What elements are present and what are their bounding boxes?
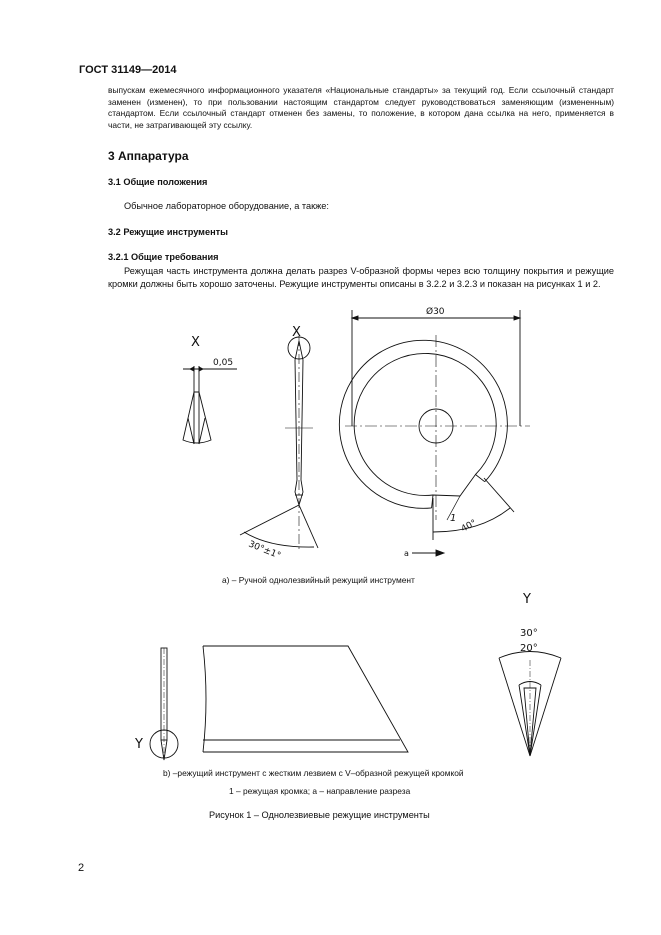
blade-side-view — [240, 336, 318, 550]
intro-paragraph: выпускам ежемесячного информационного указателя «Национальные стандарты» за текущий год. Если ссылочный стандарт заменен (изменен), то при пользовании настоящим стандартом следует руководствоваться заменяющим (измененным) стандартом. Если ссылочный стандарт отменен без замены, то положение, в котором дана ссылка на него, применяется в части, не затрагивающей эту ссылку. — [108, 85, 614, 130]
figure-title: Рисунок 1 – Однолезвиевые режущие инструменты — [209, 810, 430, 820]
circular-blade — [339, 310, 530, 556]
blade-rod — [150, 648, 178, 760]
label-x-middle: X — [292, 325, 301, 340]
label-angle-20: 20° — [520, 643, 538, 654]
label-angle-30-tol: 30°±1° — [246, 539, 282, 562]
figure-legend: 1 – режущая кромка; а – направление разреза — [229, 786, 411, 796]
label-callout-1: 1 — [450, 513, 457, 524]
caption-part-b: b) –режущий инструмент с жестким лезвием с V–образной режущей кромкой — [163, 768, 464, 778]
rigid-blade — [203, 646, 408, 752]
subsection-3-1-title: 3.1 Общие положения — [108, 177, 208, 187]
subsection-3-2-1-title: 3.2.1 Общие требования — [108, 252, 219, 262]
label-dimension-005: 0,05 — [213, 358, 234, 368]
label-angle-40: 40° — [459, 518, 479, 535]
figure-labels — [134, 306, 538, 752]
document-header: ГОСТ 31149—2014 — [79, 64, 177, 76]
detail-x-blade-tip — [183, 366, 237, 444]
v-edge-detail — [499, 652, 561, 757]
subsection-3-2-title: 3.2 Режущие инструменты — [108, 227, 228, 237]
label-diameter: Ø30 — [426, 307, 445, 317]
label-x-left: X — [191, 335, 200, 350]
page-number: 2 — [78, 862, 85, 874]
label-y-left: Y — [135, 737, 143, 752]
label-arrow-a: a — [404, 549, 409, 558]
label-angle-30: 30° — [520, 628, 538, 639]
subsection-3-2-1-text-content: Режущая часть инструмента должна делать разрез V-образной формы через всю толщину покрытия и режущие кромки должны быть хорошо заточены. Режущие инструменты описаны в 3.2.2 и 3.2.3 и показан на рисунках 1 и 2. — [108, 266, 614, 289]
label-y-right: Y — [523, 592, 531, 607]
caption-part-a: а) – Ручной однолезвийный режущий инструмент — [222, 575, 415, 585]
subsection-3-1-text: Обычное лабораторное оборудование, а также: — [124, 201, 329, 211]
section-title: 3 Аппаратура — [108, 149, 189, 163]
